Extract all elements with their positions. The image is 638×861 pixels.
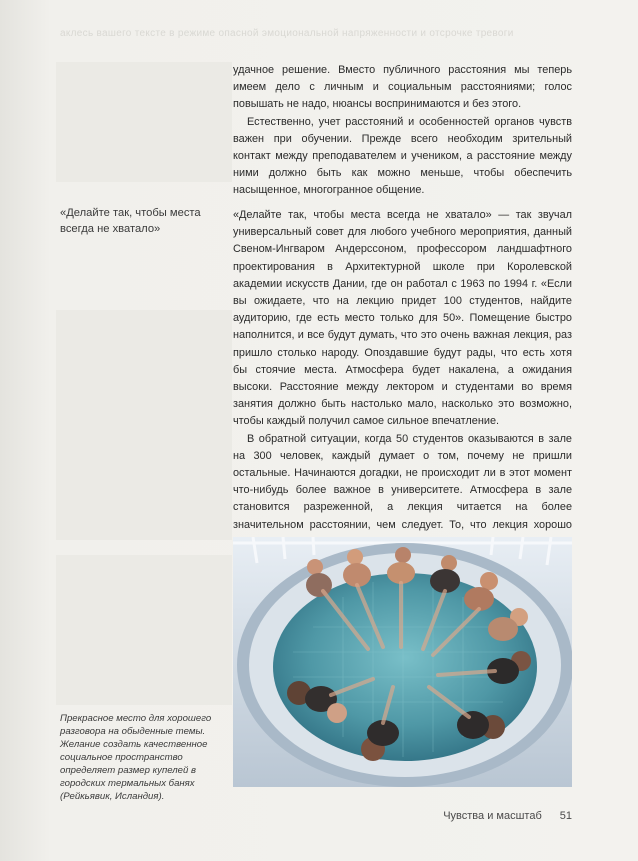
margin-shade-1	[56, 62, 232, 182]
hot-tub-photo	[233, 537, 572, 787]
body-text-main	[233, 207, 572, 568]
paragraph-2: Естественно, учет расстояний и особенностей органов чувств важен при обучении. Прежде всего необходим зрительный контакт между преподавателем и учеником, а расстояние между ними должно быть как можно меньше, чтобы обеспечить насыщенное, многогранное общение.	[233, 115, 572, 197]
header-bleed-through: аклесь вашего тексте в режиме опасной эмоциональной напряженности и отсрочке тревоги	[60, 28, 514, 39]
body-text-top	[233, 62, 572, 200]
paragraph-1: удачное решение. Вместо публичного расстояния мы теперь имеем дело с личным и социальным расстояниями; голос повышать не надо, нюансы воспринимаются и без этого.	[233, 64, 572, 111]
page-number: 51	[559, 810, 572, 822]
margin-shade-3	[56, 555, 232, 705]
hot-tub-illustration	[233, 537, 572, 787]
page-footer	[380, 810, 572, 822]
paragraph-3: «Делайте так, чтобы места всегда не хватало» — так звучал универсальный совет для любого учебного мероприятия, данный Свеном-Ингваром Андерссоном, профессором ландшафтного проектирования в Архитектурной школе при Королевской академии искусств Дании, где он работал с 1963 по 1994 г. «Если вы ожидаете, что на лекцию придет 100 студентов, найдите аудиторию, где есть место только для 50». Помещение быстро наполнится, и все будут думать, что это очень важная лекция, раз пришло столько народу. Опоздавшие будут рады, что есть хотя бы стоячие места. Атмосфера будет накалена, а ожидания высоки. Расстояние между лектором и студентами во время занятия должно быть настолько мало, насколько это возможно, чтобы каждый получил самое сильное впечатление.	[233, 209, 572, 428]
paragraph-4: В обратной ситуации, когда 50 студентов оказываются в зале на 300 человек, каждый думает о том, почему не пришли остальные. Начинаются догадки, не происходит ли в этот момент что-нибудь более важное в университете. Атмосфера в зале становится разреженной, а лекция читается на более значительном расстоянии, чем следует. То, что лекция хорошо	[233, 432, 572, 531]
margin-shade-2	[56, 310, 232, 540]
pull-quote: «Делайте так, чтобы места всегда не хватало»	[60, 207, 201, 235]
running-footer-section: Чувства и масштаб	[443, 810, 542, 822]
photo-caption: Прекрасное место для хорошего разговора на обыденные темы. Желание создать качественное социальное пространство определяет размер купелей в городских термальных банях (Рейкьявик, Исландия).	[60, 713, 212, 802]
